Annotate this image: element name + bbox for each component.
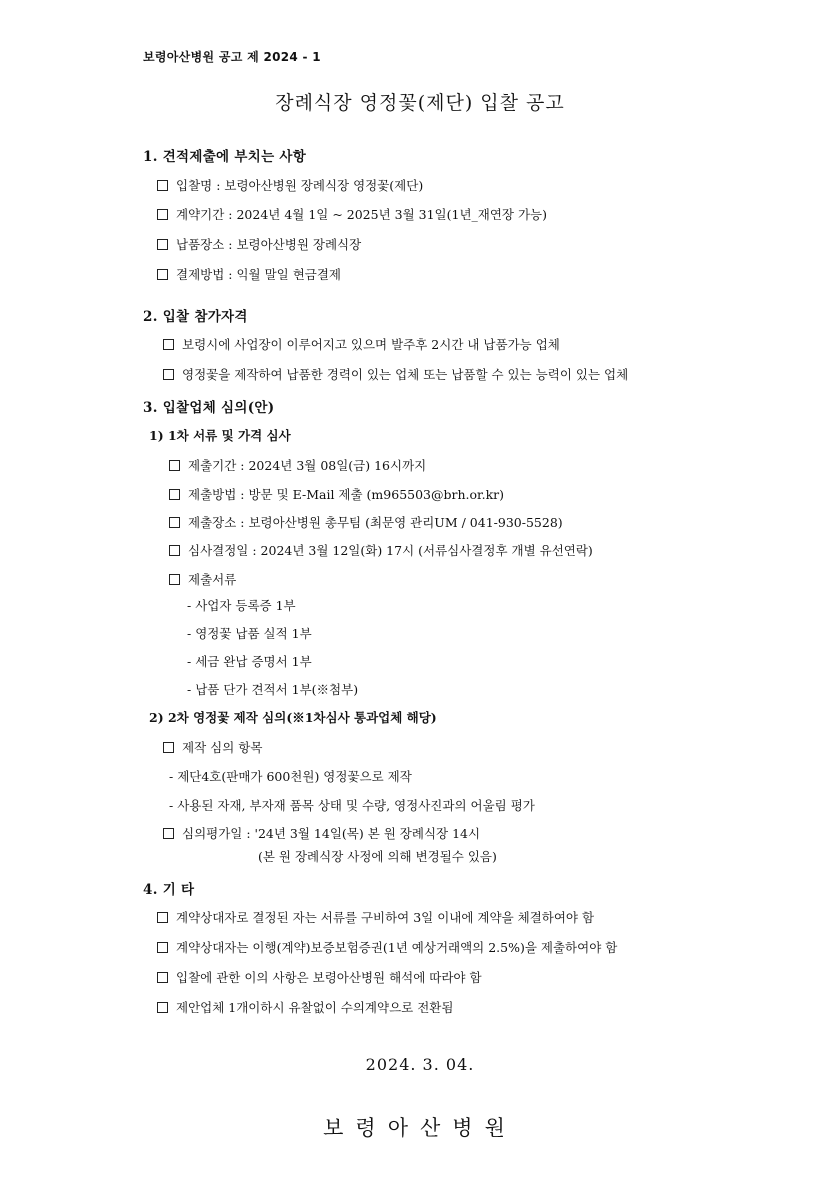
checkbox-icon <box>163 742 174 753</box>
section-4-heading: 4. 기 타 <box>143 882 195 898</box>
list-item: 제출서류 <box>169 570 236 588</box>
review-line: - 제단4호(판매가 600천원) 영정꽃으로 제작 <box>169 769 412 784</box>
list-item: 납품장소 : 보령아산병원 장례식장 <box>157 235 361 253</box>
list-item: 제출방법 : 방문 및 E-Mail 제출 (m965503@brh.or.kr) <box>169 485 504 503</box>
checkbox-icon <box>163 828 174 839</box>
checkbox-icon <box>157 1002 168 1013</box>
list-item: 계약상대자는 이행(계약)보증보험증권(1년 예상거래액의 2.5%)을 제출하여야 함 <box>157 938 617 956</box>
list-item: 제안업체 1개이하시 유찰없이 수의계약으로 전환됨 <box>157 998 453 1016</box>
organization-name: 보령아산병원 <box>323 1116 517 1140</box>
list-item: 결제방법 : 익월 말일 현금결제 <box>157 265 341 283</box>
list-item: 입찰에 관한 이의 사항은 보령아산병원 해석에 따라야 함 <box>157 968 482 986</box>
checkbox-icon <box>163 369 174 380</box>
checkbox-icon <box>163 339 174 350</box>
checkbox-icon <box>169 460 180 471</box>
notice-date: 2024. 3. 04. <box>365 1055 475 1074</box>
checkbox-icon <box>157 972 168 983</box>
section-3-heading: 3. 입찰업체 심의(안) <box>143 400 275 416</box>
document-item: - 세금 완납 증명서 1부 <box>187 654 312 669</box>
checkbox-icon <box>157 180 168 191</box>
list-item: 계약상대자로 결정된 자는 서류를 구비하여 3일 이내에 계약을 체결하여야 함 <box>157 908 594 926</box>
checkbox-icon <box>169 574 180 585</box>
section-1-heading: 1. 견적제출에 부치는 사항 <box>143 149 307 165</box>
checkbox-icon <box>157 209 168 220</box>
list-item: 보령시에 사업장이 이루어지고 있으며 발주후 2시간 내 납품가능 업체 <box>163 335 560 353</box>
list-item: 심의평가일 : '24년 3월 14일(목) 본 원 장례식장 14시 <box>163 824 480 842</box>
doc-number: 보령아산병원 공고 제 2024 - 1 <box>143 50 321 64</box>
list-item: 제출기간 : 2024년 3월 08일(금) 16시까지 <box>169 456 426 474</box>
review-line: - 사용된 자재, 부자재 품목 상태 및 수량, 영정사진과의 어울림 평가 <box>169 798 535 813</box>
section-2-heading: 2. 입찰 참가자격 <box>143 309 248 325</box>
checkbox-icon <box>157 912 168 923</box>
list-item: 제출장소 : 보령아산병원 총무팀 (최문영 관리UM / 041-930-5528) <box>169 513 563 531</box>
document-item: - 사업자 등록증 1부 <box>187 598 296 613</box>
checkbox-icon <box>169 545 180 556</box>
subsection-1-heading: 1) 1차 서류 및 가격 심사 <box>149 428 291 443</box>
checkbox-icon <box>157 239 168 250</box>
checkbox-icon <box>157 942 168 953</box>
document-item: - 납품 단가 견적서 1부(※첨부) <box>187 682 359 697</box>
checkbox-icon <box>169 517 180 528</box>
subsection-2-heading: 2) 2차 영정꽃 제작 심의(※1차심사 통과업체 해당) <box>149 710 437 725</box>
list-item: 입찰명 : 보령아산병원 장례식장 영정꽃(제단) <box>157 176 423 194</box>
checkbox-icon <box>169 489 180 500</box>
list-item: 계약기간 : 2024년 4월 1일 ~ 2025년 3월 31일(1년_재연장 가능) <box>157 205 547 223</box>
document-item: - 영정꽃 납품 실적 1부 <box>187 626 312 641</box>
list-item: 심사결정일 : 2024년 3월 12일(화) 17시 (서류심사결정후 개별 유선연락) <box>169 541 593 559</box>
list-item: 영정꽃을 제작하여 납품한 경력이 있는 업체 또는 납품할 수 있는 능력이 있는 업체 <box>163 365 628 383</box>
schedule-note: (본 원 장례식장 사정에 의해 변경될수 있음) <box>258 849 497 864</box>
page-title: 장례식장 영정꽃(제단) 입찰 공고 <box>275 92 565 114</box>
list-item: 제작 심의 항목 <box>163 738 262 756</box>
checkbox-icon <box>157 269 168 280</box>
